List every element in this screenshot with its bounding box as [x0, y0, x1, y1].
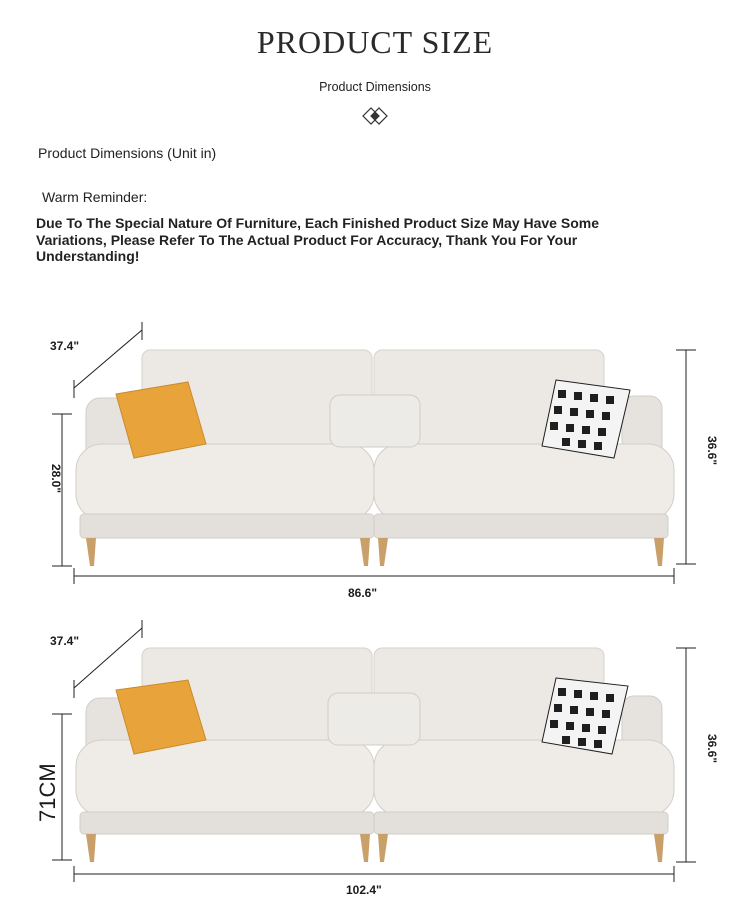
- diamond-ornament-icon: [362, 106, 388, 126]
- total-height-dimension-line: [676, 648, 696, 862]
- width-dimension-line: [74, 866, 674, 882]
- dimensions-heading: Product Dimensions (Unit in): [38, 145, 217, 161]
- width-label: 102.4": [346, 883, 382, 897]
- sofa-diagram-2: [0, 614, 750, 904]
- seat-height-label: 71CM: [35, 763, 60, 822]
- width-label: 86.6": [348, 586, 378, 600]
- total-height-dimension-line: [676, 350, 696, 564]
- page-title: PRODUCT SIZE: [256, 24, 494, 60]
- reminder-heading: Warm Reminder:: [42, 189, 148, 205]
- total-height-label: 36.6": [705, 436, 719, 466]
- page-subtitle: Product Dimensions: [319, 80, 431, 94]
- reminder-text: Due To The Special Nature Of Furniture, Each Finished Product Size May Have Some Variations, Please Refer To The Actual Product For Accuracy, Thank You For Your Understanding!: [36, 215, 599, 264]
- seat-height-label: 28.0": [49, 464, 63, 494]
- depth-dimension-line: [74, 322, 142, 398]
- width-dimension-line: [74, 568, 674, 584]
- depth-label: 37.4": [50, 634, 80, 648]
- total-height-label: 36.6": [705, 734, 719, 764]
- depth-label: 37.4": [50, 339, 80, 353]
- sofa-illustration: [76, 648, 674, 862]
- sofa-illustration: [76, 350, 674, 566]
- depth-dimension-line: [74, 620, 142, 698]
- sofa-diagram-1: [0, 318, 750, 608]
